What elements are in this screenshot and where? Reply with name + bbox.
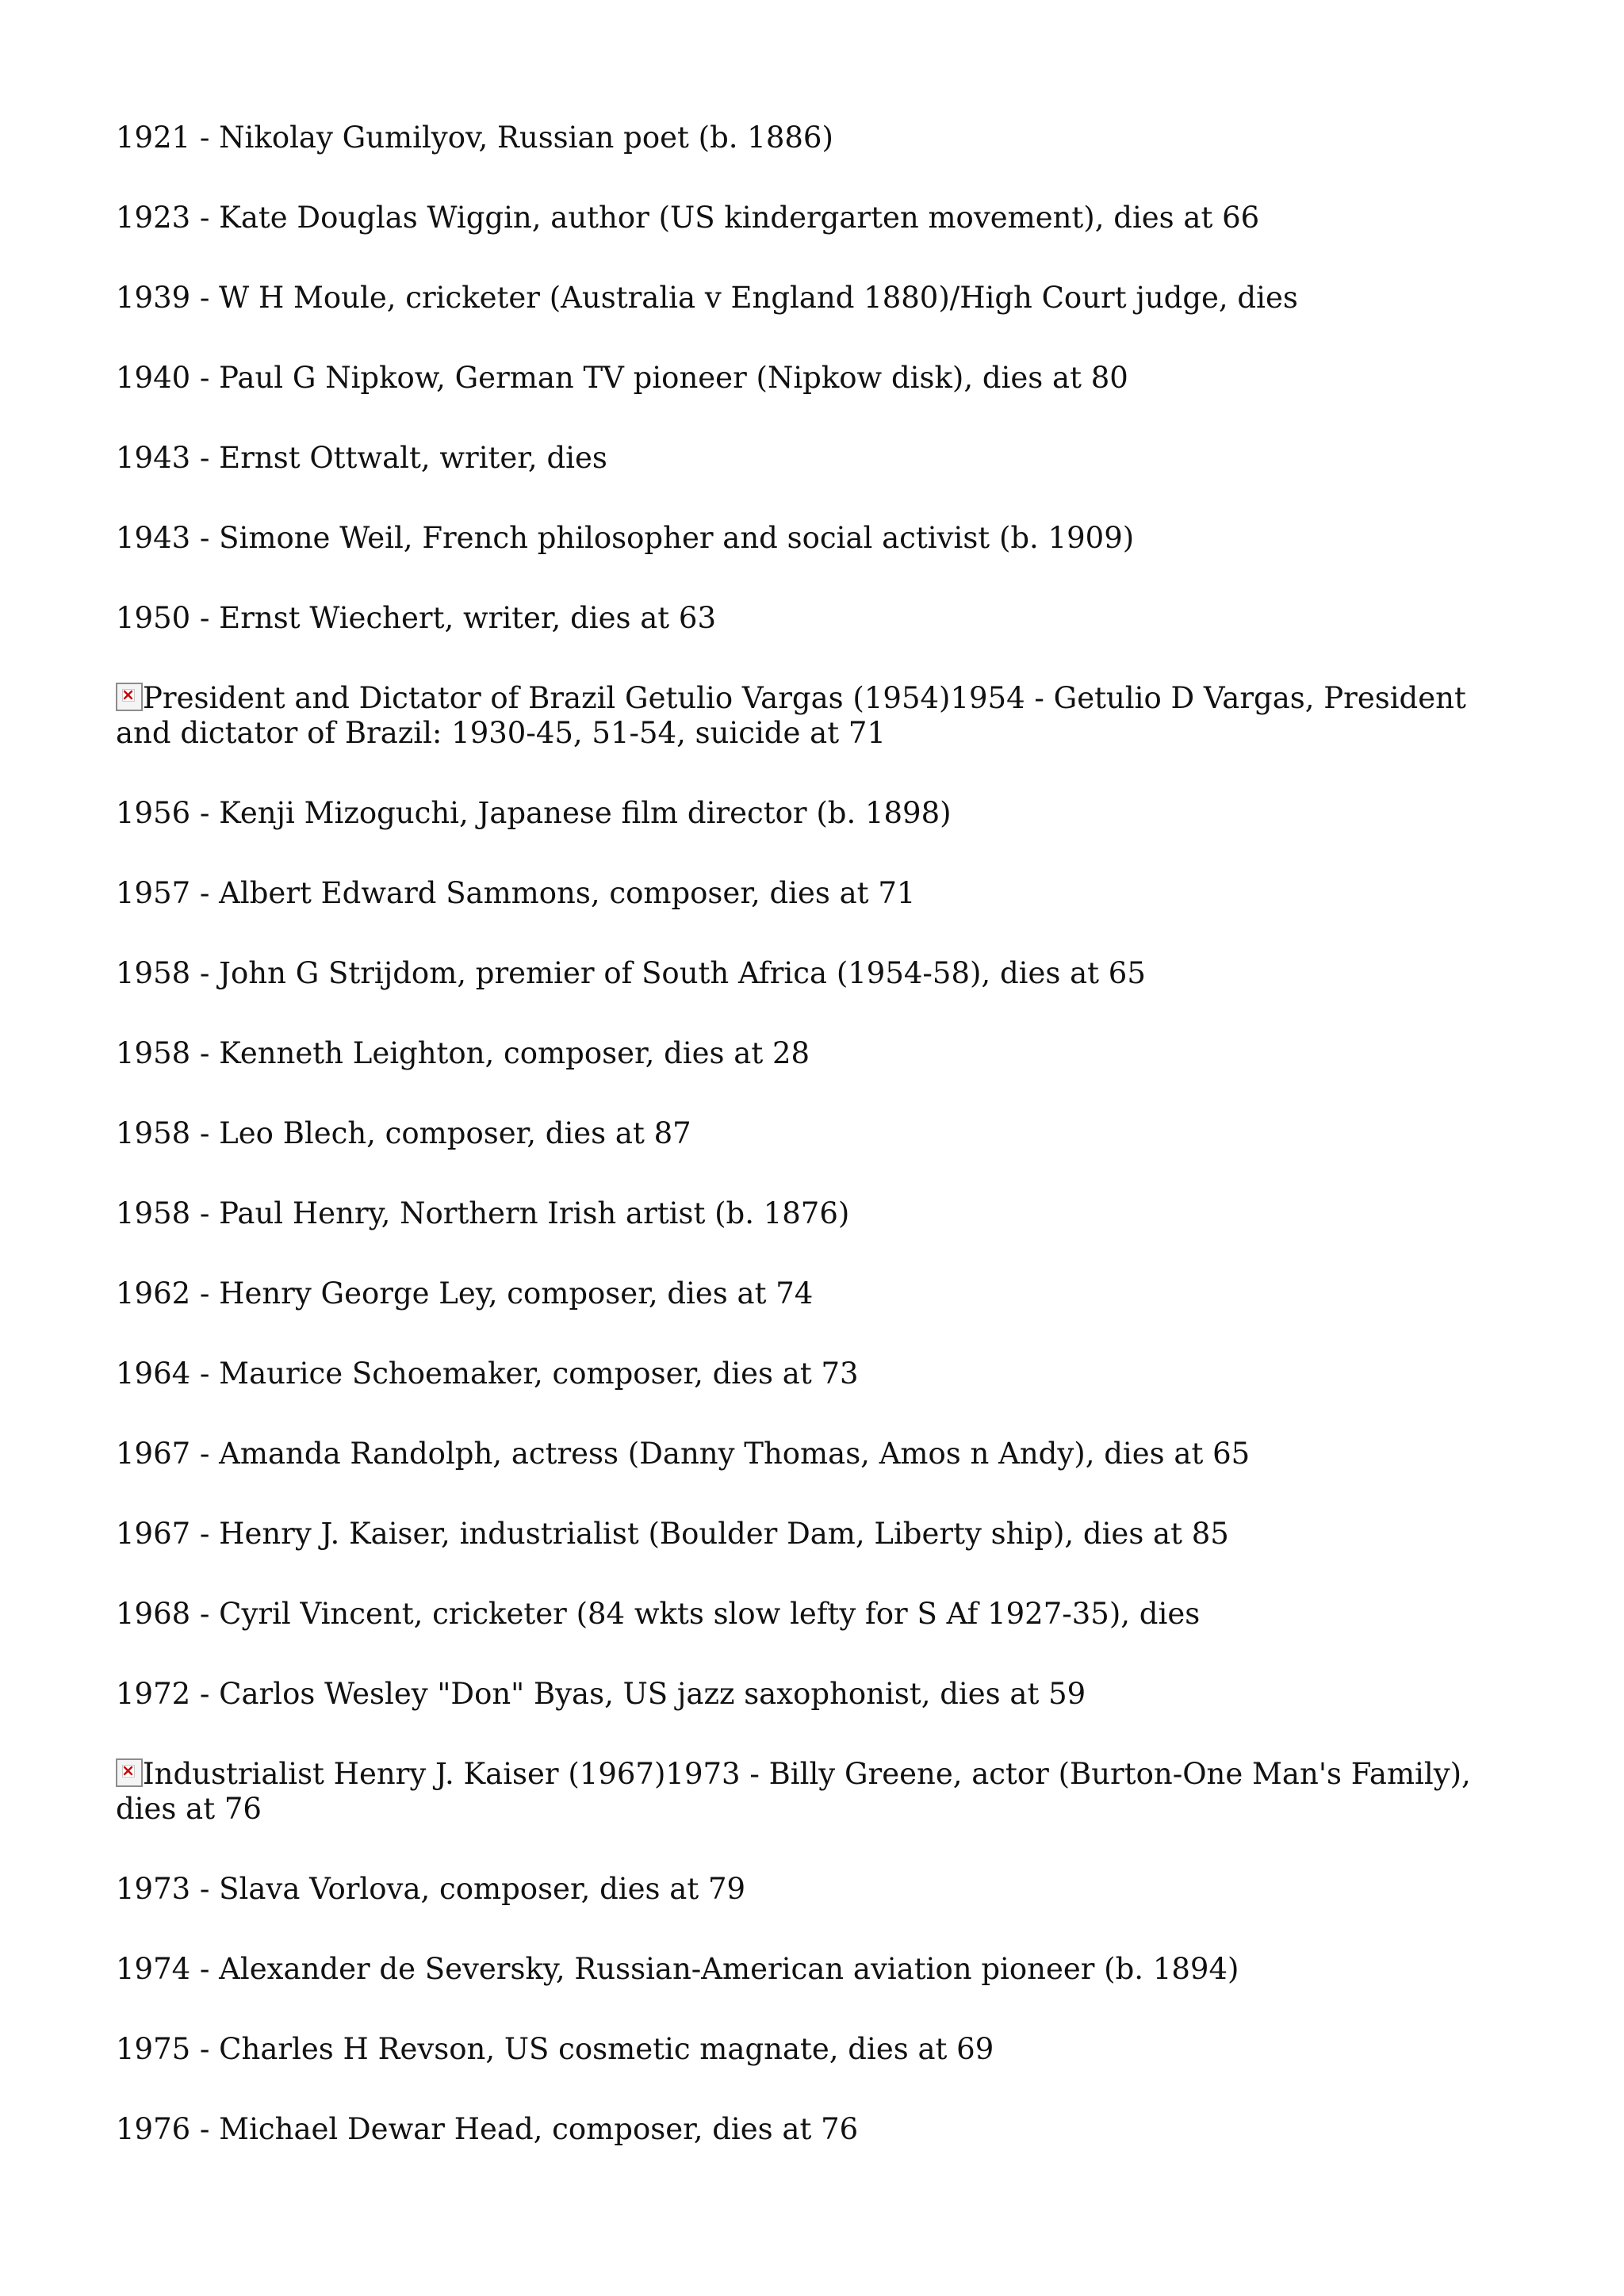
entry-1940-nipkow: [116, 361, 1511, 396]
entry-1976-head: [116, 2112, 1511, 2147]
entry-1956-mizoguchi: [116, 796, 1511, 831]
entry-text: 1973 - Slava Vorlova, composer, dies at 79: [116, 1872, 746, 1906]
entry-1958-leighton: [116, 1036, 1511, 1071]
entry-1954-vargas: [116, 681, 1511, 751]
entry-1950-wiechert: [116, 601, 1511, 636]
entry-1943-ottwalt: [116, 441, 1511, 476]
entry-1967-randolph: [116, 1437, 1511, 1471]
entry-1973-vorlova: [116, 1872, 1511, 1907]
entry-text: 1950 - Ernst Wiechert, writer, dies at 63: [116, 601, 717, 635]
entry-1939-moule: [116, 281, 1511, 316]
entry-1962-ley: [116, 1276, 1511, 1311]
entry-1958-strijdom: [116, 956, 1511, 991]
entry-text: 1967 - Henry J. Kaiser, industrialist (Boulder Dam, Liberty ship), dies at 85: [116, 1517, 1229, 1551]
broken-image-icon: [116, 683, 143, 711]
entry-text: 1975 - Charles H Revson, US cosmetic magnate, dies at 69: [116, 2032, 994, 2066]
entry-text: 1923 - Kate Douglas Wiggin, author (US kindergarten movement), dies at 66: [116, 201, 1260, 235]
entry-text: 1956 - Kenji Mizoguchi, Japanese film director (b. 1898): [116, 796, 952, 830]
entry-text: 1962 - Henry George Ley, composer, dies at 74: [116, 1276, 814, 1311]
entry-1975-revson: [116, 2032, 1511, 2067]
entry-text: 1957 - Albert Edward Sammons, composer, dies at 71: [116, 876, 916, 910]
entry-text: 1943 - Simone Weil, French philosopher and social activist (b. 1909): [116, 521, 1135, 555]
entry-text: 1958 - Kenneth Leighton, composer, dies at 28: [116, 1036, 810, 1070]
image-alt-text: President and Dictator of Brazil Getulio Vargas (1954): [143, 681, 951, 715]
entry-1973-greene: [116, 1757, 1511, 1827]
entry-text: 1964 - Maurice Schoemaker, composer, dies at 73: [116, 1357, 859, 1391]
entry-1958-blech: [116, 1116, 1511, 1151]
entry-text: 1968 - Cyril Vincent, cricketer (84 wkts slow lefty for S Af 1927-35), dies: [116, 1597, 1201, 1631]
entry-1957-sammons: [116, 876, 1511, 911]
entry-text: 1940 - Paul G Nipkow, German TV pioneer (Nipkow disk), dies at 80: [116, 361, 1128, 395]
entry-1964-schoemaker: [116, 1357, 1511, 1391]
entry-text: 1958 - Leo Blech, composer, dies at 87: [116, 1116, 691, 1150]
entry-1967-kaiser: [116, 1517, 1511, 1552]
entry-text: 1973 - Billy Greene, actor (Burton-One Man's Family), dies at 76: [116, 1757, 1471, 1826]
entry-text: 1967 - Amanda Randolph, actress (Danny Thomas, Amos n Andy), dies at 65: [116, 1437, 1251, 1471]
entry-1958-henry: [116, 1196, 1511, 1231]
entry-text: 1958 - Paul Henry, Northern Irish artist (b. 1876): [116, 1196, 850, 1230]
entry-text: 1958 - John G Strijdom, premier of South Africa (1954-58), dies at 65: [116, 956, 1146, 990]
entry-text: 1972 - Carlos Wesley "Don" Byas, US jazz saxophonist, dies at 59: [116, 1677, 1086, 1711]
entry-text: 1921 - Nikolay Gumilyov, Russian poet (b. 1886): [116, 121, 833, 155]
entry-1921-gumilyov: [116, 121, 1511, 155]
death-entries-list: [116, 121, 1511, 2192]
entry-1968-vincent: [116, 1597, 1511, 1632]
image-alt-text: Industrialist Henry J. Kaiser (1967): [143, 1757, 666, 1791]
entry-1974-seversky: [116, 1952, 1511, 1987]
entry-1972-byas: [116, 1677, 1511, 1712]
entry-text: 1943 - Ernst Ottwalt, writer, dies: [116, 441, 607, 475]
entry-text: 1954 - Getulio D Vargas, President and dictator of Brazil: 1930-45, 51-54, suicide at 71: [116, 681, 1466, 750]
entry-text: 1976 - Michael Dewar Head, composer, dies at 76: [116, 2112, 859, 2146]
broken-image-icon: [116, 1758, 143, 1787]
entry-1923-wiggin: [116, 201, 1511, 235]
entry-1943-weil: [116, 521, 1511, 556]
entry-text: 1974 - Alexander de Seversky, Russian-American aviation pioneer (b. 1894): [116, 1952, 1239, 1986]
entry-text: 1939 - W H Moule, cricketer (Australia v England 1880)/High Court judge, dies: [116, 281, 1298, 315]
